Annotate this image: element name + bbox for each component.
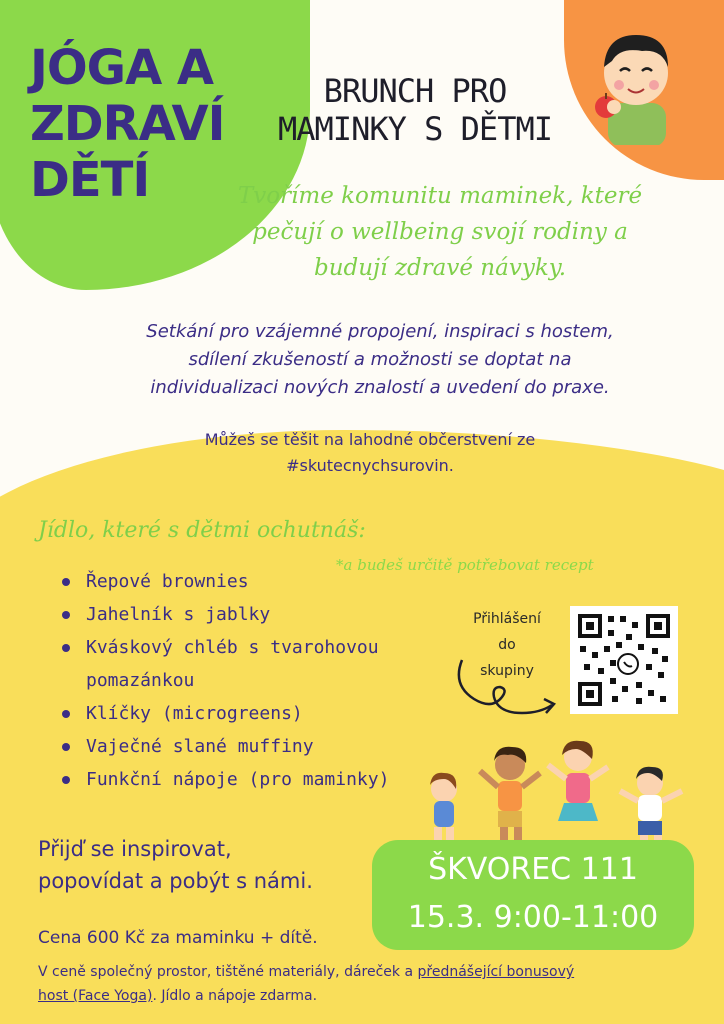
- tagline-line-2: pečují o wellbeing svojí rodiny a: [252, 219, 628, 245]
- tagline-line-1: Tvoříme komunitu maminek, které: [237, 183, 643, 209]
- tagline: [220, 178, 660, 286]
- heart-arrow-icon: [452, 655, 562, 735]
- food-item: Jahelník s jablky: [60, 598, 420, 631]
- food-item: Vaječné slané muffiny: [60, 730, 420, 763]
- venue-name: ŠKVOREC 111: [428, 852, 638, 887]
- guest-link-part-1[interactable]: přednášející bonusový: [417, 964, 575, 980]
- recipe-note: *a budeš určitě potřebovat recept: [336, 556, 594, 574]
- poster-title: [30, 40, 250, 208]
- inspire-text: [38, 833, 313, 897]
- price-text: Cena 600 Kč za maminku + dítě.: [38, 928, 318, 948]
- intro-line-2: sdílení zkušeností a možnosti se doptat na: [188, 349, 572, 370]
- signup-line-3: skupiny: [480, 663, 534, 679]
- inspire-line-1: Přijď se inspirovat,: [38, 837, 232, 861]
- treat-text: [110, 427, 630, 479]
- qr-code-icon[interactable]: [570, 606, 678, 714]
- boy-eating-apple-icon: [590, 15, 680, 145]
- tagline-line-3: budují zdravé návyky.: [313, 255, 567, 281]
- title-line-1: JÓGA A: [30, 40, 214, 96]
- guest-link-part-2[interactable]: host (Face Yoga): [38, 988, 153, 1004]
- event-date-time: 15.3. 9:00-11:00: [407, 900, 659, 935]
- intro-line-3: individualizaci nových znalostí a uvedení do praxe.: [150, 377, 610, 398]
- footer-part-2: . Jídlo a nápoje zdarma.: [152, 988, 318, 1004]
- treat-line-1: Můžeš se těšit na lahodné občerstvení ze: [204, 430, 536, 449]
- title-line-3: DĚTÍ: [30, 152, 150, 208]
- food-list: [60, 565, 420, 796]
- title-line-2: ZDRAVÍ: [30, 96, 225, 152]
- food-item: Kváskový chléb s tvarohovou pomazánkou: [60, 631, 420, 697]
- food-item: Řepové brownies: [60, 565, 420, 598]
- food-item: Funkční nápoje (pro maminky): [60, 763, 420, 796]
- food-heading: Jídlo, které s dětmi ochutnáš:: [38, 518, 366, 543]
- subtitle-line-2: MAMINKY S DĚTMI: [278, 110, 552, 148]
- subtitle-line-1: BRUNCH PRO: [323, 72, 507, 110]
- treat-line-2: #skutecnychsurovin.: [286, 456, 454, 475]
- footer-part-1: V ceně společný prostor, tištěné materiály, dáreček a: [38, 964, 418, 980]
- venue-box: [372, 840, 694, 950]
- intro-text: [60, 318, 700, 402]
- food-item: Klíčky (microgreens): [60, 697, 420, 730]
- inspire-line-2: popovídat a pobýt s námi.: [38, 869, 313, 893]
- poster-subtitle: [260, 72, 570, 148]
- signup-line-2: do: [498, 637, 516, 653]
- intro-line-1: Setkání pro vzájemné propojení, inspiraci s hostem,: [146, 321, 614, 342]
- footer-text: [38, 960, 698, 1008]
- signup-line-1: Přihlášení: [473, 611, 541, 627]
